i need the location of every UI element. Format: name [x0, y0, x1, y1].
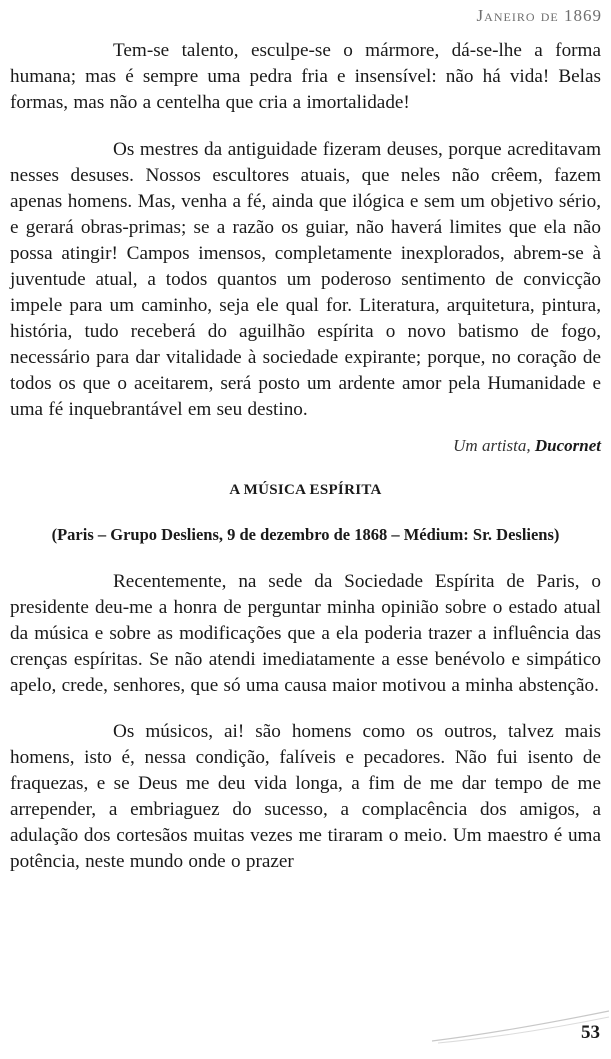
paragraph: Recentemente, na sede da Sociedade Espírita de Paris, o presidente deu-me a honra de perguntar minha opinião sobre o estado atual da música e sobre as modificações que a ela poderia trazer a influência das crenças espíritas. Se não atendi imediatamente a esse benévolo e simpático apelo, crede, senhores, que só uma causa maior motivou a minha abstenção. — [10, 571, 601, 696]
signature — [10, 434, 601, 458]
paragraph: Os músicos, ai! são homens como os outros, talvez mais homens, isto é, nessa condição, falíveis e pecadores. Não fui isento de fraquezas, e se Deus me deu vida longa, a fim de me dar tempo de me arrepender, a embriaguez do sucesso, a complacência dos amigos, a adulação dos cortesãos muitas vezes me tiraram o meio. Um maestro é uma potência, neste mundo onde o prazer — [10, 721, 601, 872]
signature-name: Ducornet — [534, 436, 601, 455]
section-title: A MÚSICA ESPÍRITA — [229, 482, 382, 498]
running-head: Janeiro de 1869 — [476, 6, 602, 25]
signature-prefix: Um artista, — [453, 436, 535, 455]
paragraph: Os mestres da antiguidade fizeram deuses, porque acreditavam nesses desuses. Nossos escultores atuais, que neles não crêem, fazem apenas homens. Mas, venha a fé, ainda que ilógica e sem um objetivo sério, e gerará obras-primas; se a razão os guiar, não haverá limites que ela não possa atingir! Campos imensos, completamente inexplorados, abrem-se à juventude atual, a todos quantos um poderoso sentimento de convicção impele para um caminho, seja ele qual for. Literatura, arquitetura, pintura, história, tudo receberá do aguilhão espírita o novo batismo de fogo, necessário para dar vitalidade à sociedade expirante; porque, no coração de todos os que o aceitarem, será posto um ardente amor pela Humanidade e uma fé inquebrantável em seu destino. — [10, 139, 601, 420]
page-body — [10, 38, 601, 875]
paragraph: Tem-se talento, esculpe-se o mármore, dá-se-lhe a forma humana; mas é sempre uma pedra fria e insensível: não há vida! Belas formas, mas não a centelha que cria a imortalidade! — [10, 40, 601, 113]
page-number: 53 — [581, 1022, 600, 1043]
section-subtitle: (Paris – Grupo Desliens, 9 de dezembro de 1868 – Médium: Sr. Desliens) — [51, 525, 560, 544]
